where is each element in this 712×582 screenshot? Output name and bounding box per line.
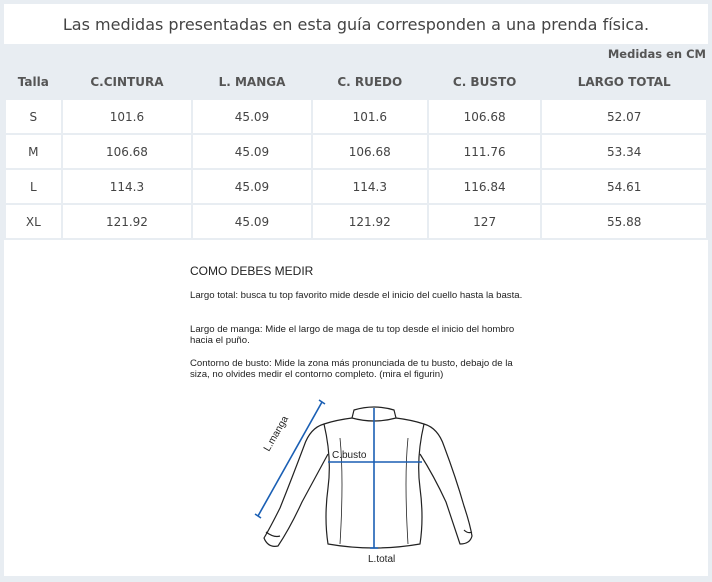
cell-largo: 54.61: [542, 170, 706, 203]
cell-ruedo: 106.68: [313, 135, 427, 168]
cell-manga: 45.09: [193, 170, 310, 203]
col-header-cintura: C.CINTURA: [63, 66, 192, 98]
cell-busto: 106.68: [429, 100, 541, 133]
guide-contorno-busto-text: Contorno de busto: Mide la zona más pronunciada de tu busto, debajo de la siza, no olvides medir el contorno completo. (mira el figurin): [190, 358, 513, 380]
cell-largo: 52.07: [542, 100, 706, 133]
cell-largo: 53.34: [542, 135, 706, 168]
guide-largo-total-text: Largo total: busca tu top favorito mide desde el inicio del cuello hasta la basta.: [190, 290, 523, 301]
table-row: [6, 100, 706, 133]
table-row: [6, 205, 706, 238]
top-outline: [264, 407, 472, 548]
cell-ruedo: 101.6: [313, 100, 427, 133]
col-header-ruedo: C. RUEDO: [313, 66, 427, 98]
cell-manga: 45.09: [193, 135, 310, 168]
size-table: [4, 64, 708, 240]
col-header-manga: L. MANGA: [193, 66, 310, 98]
col-header-talla: Talla: [6, 66, 61, 98]
label-l-total: L.total: [368, 554, 396, 565]
cell-talla: S: [6, 100, 61, 133]
unit-note: Medidas en CM: [607, 47, 706, 61]
cell-cintura: 106.68: [63, 135, 192, 168]
table-header-row: [6, 66, 706, 98]
cell-talla: M: [6, 135, 61, 168]
col-header-busto: C. BUSTO: [429, 66, 541, 98]
cell-manga: 45.09: [193, 100, 310, 133]
cell-busto: 127: [429, 205, 541, 238]
cell-talla: L: [6, 170, 61, 203]
table-row: [6, 170, 706, 203]
cell-largo: 55.88: [542, 205, 706, 238]
cell-ruedo: 114.3: [313, 170, 427, 203]
guide-title: COMO DEBES MEDIR: [190, 264, 314, 278]
cell-busto: 116.84: [429, 170, 541, 203]
guide-header: Las medidas presentadas en esta guía corresponden a una prenda física.: [4, 4, 708, 44]
label-l-manga: L.manga: [262, 414, 291, 454]
table-row: [6, 135, 706, 168]
guide-largo-manga-text: Largo de manga: Mide el largo de maga de tu top desde el inicio del hombro hacia el puño.: [190, 324, 515, 346]
cell-manga: 45.09: [193, 205, 310, 238]
measuring-guide: [4, 240, 708, 576]
label-c-busto: C.busto: [332, 450, 367, 461]
col-header-largo: LARGO TOTAL: [542, 66, 706, 98]
cell-talla: XL: [6, 205, 61, 238]
cell-cintura: 101.6: [63, 100, 192, 133]
cell-ruedo: 121.92: [313, 205, 427, 238]
cell-cintura: 114.3: [63, 170, 192, 203]
cell-busto: 111.76: [429, 135, 541, 168]
cell-cintura: 121.92: [63, 205, 192, 238]
